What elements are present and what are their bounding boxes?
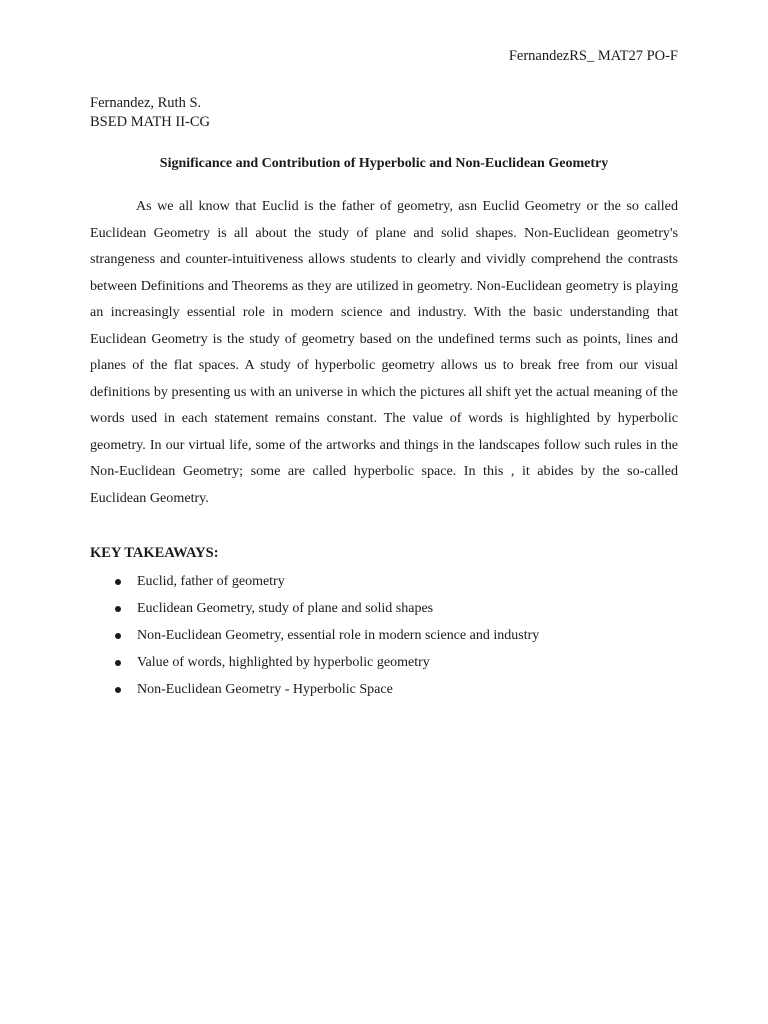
takeaways-heading: KEY TAKEAWAYS: (90, 545, 219, 561)
bullet-icon (115, 687, 121, 693)
takeaway-item (90, 649, 539, 676)
takeaway-item (90, 676, 539, 703)
takeaway-text: Non-Euclidean Geometry, essential role in modern science and industry (137, 627, 540, 643)
takeaway-item (90, 595, 539, 622)
takeaway-text: Euclid, father of geometry (137, 573, 285, 589)
header-filename: FernandezRS_ MAT27 PO-F (508, 48, 678, 64)
author-block (90, 94, 210, 132)
takeaway-text: Non-Euclidean Geometry - Hyperbolic Space (137, 681, 393, 697)
bullet-icon (115, 633, 121, 639)
takeaways-list (90, 568, 539, 703)
bullet-icon (115, 606, 121, 612)
takeaway-item (90, 622, 539, 649)
bullet-icon (115, 579, 121, 585)
document-title: Significance and Contribution of Hyperbolic and Non-Euclidean Geometry (159, 156, 609, 171)
body-paragraph: As we all know that Euclid is the father of geometry, asn Euclid Geometry or the so called Euclidean Geometry is all about the study of plane and solid shapes. Non-Euclidean geometry's strangeness and counter-intuitiveness allows students to clearly and vividly comprehend the contrasts between Definitions and Theorems as they are utilized in geometry. Non-Euclidean geometry is playing an increasingly essential role in modern science and industry. With the basic understanding that Euclidean Geometry is the study of geometry based on the undefined terms such as points, lines and planes of the flat spaces. A study of hyperbolic geometry allows us to break free from our visual definitions by presenting us with an universe in which the pictures all shift yet the actual meaning of the words used in each statement remains constant. The value of words is highlighted by hyperbolic geometry. In our virtual life, some of the artworks and things in the landscapes follow such rules in the Non-Euclidean Geometry; some are called hyperbolic space. In this , it abides by the so-called Euclidean Geometry. (90, 198, 678, 506)
bullet-icon (115, 660, 121, 666)
author-course: BSED MATH II-CG (90, 114, 211, 130)
takeaway-text: Euclidean Geometry, study of plane and solid shapes (137, 600, 434, 616)
author-name: Fernandez, Ruth S. (90, 95, 202, 111)
takeaway-item (90, 568, 539, 595)
takeaway-text: Value of words, highlighted by hyperbolic geometry (137, 654, 430, 670)
